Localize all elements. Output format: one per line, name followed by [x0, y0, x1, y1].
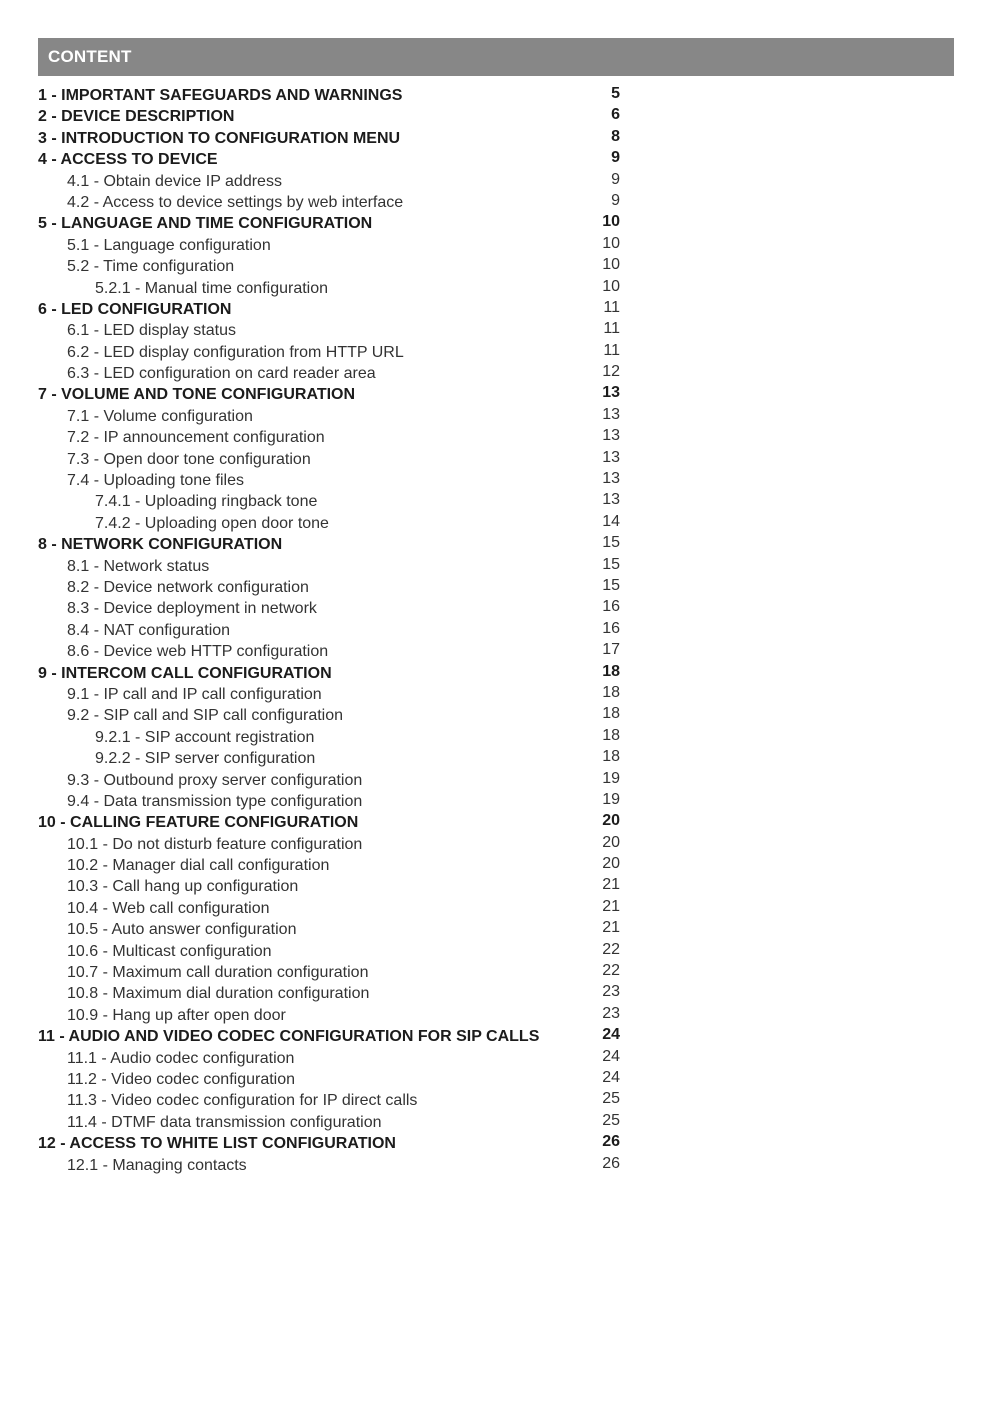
toc-entry-page-number: 13 — [602, 491, 620, 509]
toc-entry[interactable] — [38, 770, 620, 791]
toc-entry[interactable] — [38, 85, 620, 106]
toc-entry[interactable] — [38, 1112, 620, 1133]
toc-entry[interactable] — [38, 876, 620, 897]
toc-entry-title: 11.4 - DTMF data transmission configuration — [67, 1113, 382, 1131]
toc-entry-page-number: 6 — [611, 106, 620, 124]
toc-entry-page-number: 18 — [602, 662, 620, 680]
toc-entry-page-number: 19 — [602, 769, 620, 787]
toc-entry-title: 7.2 - IP announcement configuration — [67, 429, 325, 447]
toc-entry[interactable] — [38, 1069, 620, 1090]
toc-entry[interactable] — [38, 834, 620, 855]
toc-entry-page-number: 26 — [602, 1154, 620, 1172]
toc-entry[interactable] — [38, 106, 620, 127]
toc-entry-title: 1 - IMPORTANT SAFEGUARDS AND WARNINGS — [38, 87, 403, 104]
toc-entry-page-number: 12 — [602, 363, 620, 381]
toc-entry-title: 7.1 - Volume configuration — [67, 407, 253, 425]
toc-entry-page-number: 13 — [602, 427, 620, 445]
toc-entry-page-number: 21 — [602, 919, 620, 937]
toc-entry-page-number: 11 — [603, 298, 620, 316]
toc-entry-title: 11.1 - Audio codec configuration — [67, 1049, 295, 1067]
toc-entry[interactable] — [38, 235, 620, 256]
toc-entry-page-number: 13 — [602, 470, 620, 488]
toc-entry-title: 10.4 - Web call configuration — [67, 899, 270, 917]
toc-entry-page-number: 25 — [602, 1111, 620, 1129]
toc-entry-page-number: 13 — [602, 384, 620, 402]
toc-entry-page-number: 17 — [602, 641, 620, 659]
toc-entry-title: 9.1 - IP call and IP call configuration — [67, 685, 322, 703]
toc-entry-title: 10.1 - Do not disturb feature configuration — [67, 835, 363, 853]
toc-entry-page-number: 24 — [602, 1068, 620, 1086]
toc-entry[interactable] — [38, 192, 620, 213]
toc-entry-page-number: 15 — [602, 576, 620, 594]
toc-entry-page-number: 18 — [602, 683, 620, 701]
toc-entry-page-number: 10 — [602, 213, 620, 231]
toc-entry-title: 10 - CALLING FEATURE CONFIGURATION — [38, 814, 359, 832]
toc-entry[interactable] — [38, 470, 620, 491]
toc-entry[interactable] — [38, 941, 620, 962]
toc-entry-title: 10.2 - Manager dial call configuration — [67, 857, 330, 875]
toc-entry[interactable] — [38, 620, 620, 641]
toc-entry-page-number: 10 — [602, 234, 620, 252]
toc-entry-page-number: 15 — [602, 555, 620, 573]
toc-entry[interactable] — [38, 598, 620, 619]
toc-entry[interactable] — [38, 748, 620, 769]
toc-entry-title: 6 - LED CONFIGURATION — [38, 300, 232, 318]
toc-entry[interactable] — [38, 513, 620, 534]
toc-entry-title: 11 - AUDIO AND VIDEO CODEC CONFIGURATION FOR SIP CALLS — [38, 1028, 540, 1046]
content-header-bar — [38, 38, 954, 76]
toc-entry[interactable] — [38, 534, 620, 555]
toc-entry-title: 10.9 - Hang up after open door — [67, 1006, 286, 1024]
content-title: CONTENT — [48, 47, 132, 66]
toc-entry-title: 10.5 - Auto answer configuration — [67, 921, 297, 939]
toc-entry-page-number: 25 — [602, 1090, 620, 1108]
toc-entry-page-number: 13 — [602, 405, 620, 423]
toc-entry-page-number: 11 — [603, 320, 620, 338]
toc-entry-title: 7.4.1 - Uploading ringback tone — [95, 493, 318, 511]
toc-entry-title: 8.1 - Network status — [67, 557, 210, 575]
toc-entry-page-number: 18 — [602, 726, 620, 744]
toc-entry-title: 8 - NETWORK CONFIGURATION — [38, 536, 283, 554]
toc-entry-page-number: 19 — [602, 790, 620, 808]
toc-entry[interactable] — [38, 278, 620, 299]
toc-entry[interactable] — [38, 427, 620, 448]
toc-entry-title: 10.3 - Call hang up configuration — [67, 878, 299, 896]
toc-entry-title: 8.4 - NAT configuration — [67, 621, 231, 639]
toc-entry-page-number: 22 — [602, 940, 620, 958]
toc-entry[interactable] — [38, 898, 620, 919]
toc-entry-page-number: 20 — [602, 833, 620, 851]
toc-entry-page-number: 15 — [602, 534, 620, 552]
toc-entry[interactable] — [38, 727, 620, 748]
table-of-contents — [38, 85, 620, 1176]
toc-entry-title: 7.3 - Open door tone configuration — [67, 450, 311, 468]
toc-entry-title: 12 - ACCESS TO WHITE LIST CONFIGURATION — [38, 1135, 396, 1153]
toc-entry[interactable] — [38, 556, 620, 577]
toc-entry[interactable] — [38, 320, 620, 341]
toc-entry[interactable] — [38, 919, 620, 940]
toc-entry[interactable] — [38, 577, 620, 598]
toc-entry-page-number: 9 — [611, 191, 620, 209]
toc-entry-title: 10.6 - Multicast configuration — [67, 942, 272, 960]
toc-entry-title: 3 - INTRODUCTION TO CONFIGURATION MENU — [38, 129, 401, 147]
toc-entry[interactable] — [38, 363, 620, 384]
toc-entry-title: 9.2 - SIP call and SIP call configuration — [67, 707, 344, 725]
toc-entry[interactable] — [38, 641, 620, 662]
toc-entry-page-number: 23 — [602, 1004, 620, 1022]
toc-entry[interactable] — [38, 449, 620, 470]
toc-entry-page-number: 23 — [602, 983, 620, 1001]
toc-entry-title: 5 - LANGUAGE AND TIME CONFIGURATION — [38, 215, 373, 233]
toc-entry[interactable] — [38, 149, 620, 170]
toc-entry-title: 12.1 - Managing contacts — [67, 1156, 247, 1174]
toc-entry[interactable] — [38, 983, 620, 1004]
toc-entry-title: 5.2 - Time configuration — [67, 258, 235, 276]
toc-entry[interactable] — [38, 213, 620, 234]
toc-entry-page-number: 10 — [602, 256, 620, 274]
toc-entry[interactable] — [38, 663, 620, 684]
toc-entry[interactable] — [38, 684, 620, 705]
toc-entry-title: 8.3 - Device deployment in network — [67, 600, 317, 618]
toc-entry-page-number: 18 — [602, 748, 620, 766]
toc-entry-page-number: 9 — [611, 149, 620, 167]
toc-entry[interactable] — [38, 299, 620, 320]
toc-entry[interactable] — [38, 491, 620, 512]
toc-entry-title: 9.3 - Outbound proxy server configuration — [67, 771, 363, 789]
toc-entry-title: 2 - DEVICE DESCRIPTION — [38, 108, 235, 126]
toc-entry[interactable] — [38, 342, 620, 363]
toc-entry-page-number: 16 — [602, 619, 620, 637]
toc-entry[interactable] — [38, 256, 620, 277]
toc-entry-title: 9.2.1 - SIP account registration — [95, 728, 315, 746]
toc-entry-title: 11.2 - Video codec configuration — [67, 1070, 296, 1088]
toc-entry[interactable] — [38, 1090, 620, 1111]
toc-entry-page-number: 24 — [602, 1026, 620, 1044]
toc-entry[interactable] — [38, 962, 620, 983]
toc-entry[interactable] — [38, 128, 620, 149]
toc-entry-page-number: 14 — [602, 512, 620, 530]
toc-entry[interactable] — [38, 1155, 620, 1176]
toc-entry[interactable] — [38, 1048, 620, 1069]
toc-entry[interactable] — [38, 1133, 620, 1154]
toc-entry-page-number: 24 — [602, 1047, 620, 1065]
toc-entry-page-number: 11 — [603, 341, 620, 359]
toc-entry-page-number: 21 — [602, 876, 620, 894]
toc-entry-title: 9 - INTERCOM CALL CONFIGURATION — [38, 664, 332, 682]
toc-entry-title: 7 - VOLUME AND TONE CONFIGURATION — [38, 386, 356, 404]
toc-entry-page-number: 20 — [602, 812, 620, 830]
toc-entry-title: 5.2.1 - Manual time configuration — [95, 279, 329, 297]
toc-entry-title: 9.2.2 - SIP server configuration — [95, 750, 316, 768]
toc-entry[interactable] — [38, 1005, 620, 1026]
toc-entry-page-number: 26 — [602, 1133, 620, 1151]
toc-entry-page-number: 10 — [602, 277, 620, 295]
toc-entry[interactable] — [38, 791, 620, 812]
toc-entry-title: 6.3 - LED configuration on card reader area — [67, 365, 376, 383]
toc-entry-title: 8.2 - Device network configuration — [67, 578, 309, 596]
toc-entry[interactable] — [38, 855, 620, 876]
toc-entry-title: 10.8 - Maximum dial duration configuration — [67, 985, 370, 1003]
toc-entry[interactable] — [38, 1026, 620, 1047]
toc-entry-page-number: 20 — [602, 855, 620, 873]
toc-entry-title: 8.6 - Device web HTTP configuration — [67, 643, 329, 661]
toc-entry-title: 6.2 - LED display configuration from HTTP URL — [67, 343, 404, 361]
toc-entry-title: 4.1 - Obtain device IP address — [67, 172, 282, 190]
toc-entry-page-number: 21 — [602, 897, 620, 915]
toc-entry[interactable] — [38, 705, 620, 726]
toc-entry-title: 5.1 - Language configuration — [67, 236, 271, 254]
toc-entry-title: 7.4.2 - Uploading open door tone — [95, 514, 329, 532]
toc-entry-page-number: 8 — [611, 127, 620, 145]
toc-entry[interactable] — [38, 171, 620, 192]
toc-entry-page-number: 13 — [602, 448, 620, 466]
toc-entry-title: 4 - ACCESS TO DEVICE — [38, 151, 218, 169]
toc-entry-page-number: 9 — [611, 170, 620, 188]
toc-entry-page-number: 5 — [611, 85, 620, 102]
toc-entry-page-number: 22 — [602, 962, 620, 980]
toc-entry[interactable] — [38, 406, 620, 427]
toc-entry[interactable] — [38, 812, 620, 833]
toc-entry-title: 6.1 - LED display status — [67, 322, 236, 340]
toc-entry-title: 4.2 - Access to device settings by web interface — [67, 193, 404, 211]
toc-entry-title: 10.7 - Maximum call duration configuration — [67, 964, 369, 982]
toc-entry-title: 7.4 - Uploading tone files — [67, 472, 244, 490]
toc-entry-page-number: 18 — [602, 705, 620, 723]
toc-entry[interactable] — [38, 384, 620, 405]
toc-entry-title: 9.4 - Data transmission type configuration — [67, 792, 363, 810]
toc-entry-page-number: 16 — [602, 598, 620, 616]
toc-entry-title: 11.3 - Video codec configuration for IP direct calls — [67, 1092, 418, 1110]
